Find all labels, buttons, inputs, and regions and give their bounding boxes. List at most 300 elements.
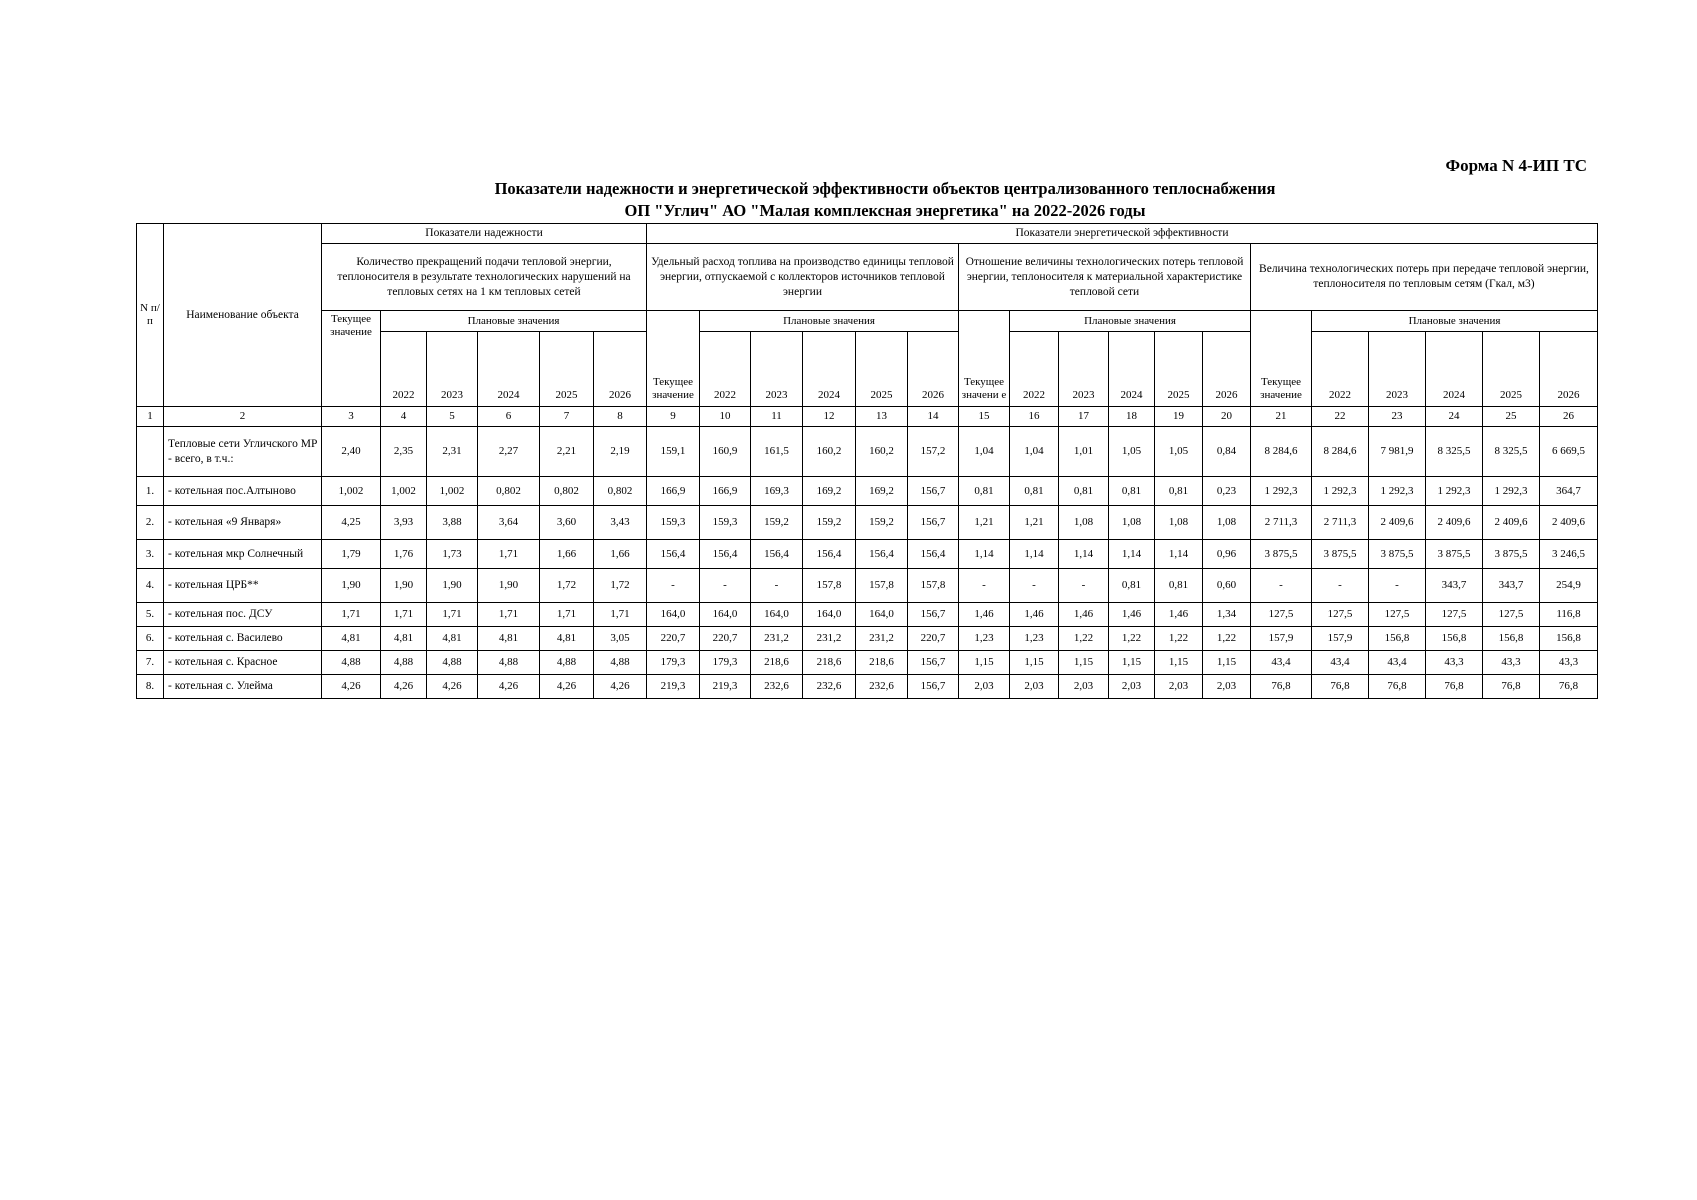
column-number: 2 — [164, 407, 322, 427]
object-name: - котельная пос. ДСУ — [164, 603, 322, 627]
value-cell: 43,4 — [1251, 651, 1312, 675]
value-cell: 116,8 — [1540, 603, 1598, 627]
value-cell: 1,14 — [1059, 540, 1109, 569]
column-number: 25 — [1483, 407, 1540, 427]
group-2-title: Удельный расход топлива на производство единицы тепловой энергии, отпускаемой с коллекторов источников тепловой энергии — [647, 244, 959, 311]
table-header — [137, 224, 1598, 427]
column-number: 20 — [1203, 407, 1251, 427]
value-cell: 343,7 — [1426, 569, 1483, 603]
value-cell: 1,002 — [322, 477, 381, 506]
value-cell: 1,76 — [381, 540, 427, 569]
value-cell: 231,2 — [803, 627, 856, 651]
year-header: 2023 — [1369, 332, 1426, 407]
group-3-title: Отношение величины технологических потерь тепловой энергии, теплоносителя к материальной характеристике тепловой сети — [959, 244, 1251, 311]
year-header: 2026 — [594, 332, 647, 407]
value-cell: 1,08 — [1059, 506, 1109, 540]
table-row — [137, 427, 1598, 477]
value-cell: 169,2 — [856, 477, 908, 506]
column-number: 12 — [803, 407, 856, 427]
value-cell: 0,802 — [594, 477, 647, 506]
value-cell: - — [700, 569, 751, 603]
value-cell: 4,26 — [322, 675, 381, 699]
column-number: 3 — [322, 407, 381, 427]
value-cell: 2 409,6 — [1426, 506, 1483, 540]
column-number: 5 — [427, 407, 478, 427]
object-name: - котельная ЦРБ** — [164, 569, 322, 603]
value-cell: 1,21 — [1010, 506, 1059, 540]
value-cell: 2,21 — [540, 427, 594, 477]
table-row — [137, 603, 1598, 627]
value-cell: 159,3 — [700, 506, 751, 540]
value-cell: 3,43 — [594, 506, 647, 540]
value-cell: 0,23 — [1203, 477, 1251, 506]
value-cell: 3 875,5 — [1369, 540, 1426, 569]
value-cell: - — [751, 569, 803, 603]
row-number — [137, 427, 164, 477]
year-header: 2024 — [1109, 332, 1155, 407]
value-cell: 1,15 — [1155, 651, 1203, 675]
value-cell: 2 409,6 — [1540, 506, 1598, 540]
value-cell: 169,2 — [803, 477, 856, 506]
value-cell: 1,72 — [540, 569, 594, 603]
value-cell: 1,15 — [1059, 651, 1109, 675]
value-cell: 3 875,5 — [1251, 540, 1312, 569]
value-cell: 179,3 — [647, 651, 700, 675]
year-header: 2025 — [1155, 332, 1203, 407]
value-cell: 127,5 — [1483, 603, 1540, 627]
value-cell: 76,8 — [1369, 675, 1426, 699]
value-cell: 127,5 — [1369, 603, 1426, 627]
value-cell: 1,22 — [1155, 627, 1203, 651]
value-cell: 4,81 — [427, 627, 478, 651]
year-header: 2022 — [700, 332, 751, 407]
column-number: 21 — [1251, 407, 1312, 427]
value-cell: 2 409,6 — [1369, 506, 1426, 540]
value-cell: 76,8 — [1540, 675, 1598, 699]
value-cell: - — [647, 569, 700, 603]
value-cell: 156,8 — [1540, 627, 1598, 651]
value-cell: 6 669,5 — [1540, 427, 1598, 477]
value-cell: 169,3 — [751, 477, 803, 506]
column-number: 23 — [1369, 407, 1426, 427]
value-cell: 1,71 — [478, 603, 540, 627]
value-cell: 8 284,6 — [1251, 427, 1312, 477]
value-cell: 4,26 — [381, 675, 427, 699]
group-1-title: Количество прекращений подачи тепловой энергии, теплоносителя в результате технологических нарушений на тепловых сетях на 1 км тепловых сетей — [322, 244, 647, 311]
value-cell: 1,71 — [381, 603, 427, 627]
value-cell: 156,7 — [908, 651, 959, 675]
value-cell: 7 981,9 — [1369, 427, 1426, 477]
group-2-current: Текущее значение — [647, 311, 700, 407]
value-cell: 2,03 — [1203, 675, 1251, 699]
value-cell: 1,71 — [594, 603, 647, 627]
year-header: 2022 — [1010, 332, 1059, 407]
value-cell: 1,34 — [1203, 603, 1251, 627]
value-cell: 1,90 — [427, 569, 478, 603]
object-name: - котельная «9 Января» — [164, 506, 322, 540]
value-cell: - — [1059, 569, 1109, 603]
year-header: 2024 — [803, 332, 856, 407]
value-cell: 0,81 — [1059, 477, 1109, 506]
value-cell: 166,9 — [700, 477, 751, 506]
value-cell: 232,6 — [803, 675, 856, 699]
value-cell: 156,4 — [647, 540, 700, 569]
header-reliability: Показатели надежности — [322, 224, 647, 244]
value-cell: 0,81 — [1109, 569, 1155, 603]
value-cell: 159,1 — [647, 427, 700, 477]
year-header: 2025 — [1483, 332, 1540, 407]
value-cell: 156,4 — [908, 540, 959, 569]
value-cell: 0,84 — [1203, 427, 1251, 477]
year-header: 2025 — [540, 332, 594, 407]
value-cell: 0,802 — [540, 477, 594, 506]
table-row — [137, 675, 1598, 699]
table-body — [137, 427, 1598, 699]
value-cell: 231,2 — [856, 627, 908, 651]
value-cell: 3,93 — [381, 506, 427, 540]
value-cell: 232,6 — [751, 675, 803, 699]
object-name: - котельная с. Красное — [164, 651, 322, 675]
column-number: 24 — [1426, 407, 1483, 427]
value-cell: 1,71 — [322, 603, 381, 627]
value-cell: 4,88 — [478, 651, 540, 675]
row-number: 3. — [137, 540, 164, 569]
value-cell: 164,0 — [803, 603, 856, 627]
value-cell: 0,96 — [1203, 540, 1251, 569]
value-cell: 76,8 — [1483, 675, 1540, 699]
value-cell: 156,8 — [1426, 627, 1483, 651]
value-cell: 219,3 — [647, 675, 700, 699]
value-cell: 1,002 — [381, 477, 427, 506]
value-cell: 2 711,3 — [1312, 506, 1369, 540]
value-cell: 156,4 — [751, 540, 803, 569]
column-number: 13 — [856, 407, 908, 427]
row-number: 7. — [137, 651, 164, 675]
indicators-table — [136, 223, 1598, 699]
value-cell: 218,6 — [751, 651, 803, 675]
row-number: 2. — [137, 506, 164, 540]
value-cell: 1,90 — [478, 569, 540, 603]
value-cell: 0,802 — [478, 477, 540, 506]
value-cell: 1,22 — [1059, 627, 1109, 651]
group-3-planned: Плановые значения — [1010, 311, 1251, 332]
column-number: 14 — [908, 407, 959, 427]
value-cell: 1,04 — [959, 427, 1010, 477]
value-cell: 1,90 — [381, 569, 427, 603]
value-cell: 1,46 — [1109, 603, 1155, 627]
value-cell: 1,15 — [1203, 651, 1251, 675]
column-number: 11 — [751, 407, 803, 427]
value-cell: 1,14 — [1010, 540, 1059, 569]
value-cell: 232,6 — [856, 675, 908, 699]
year-header: 2023 — [751, 332, 803, 407]
value-cell: 4,26 — [594, 675, 647, 699]
value-cell: 0,81 — [1109, 477, 1155, 506]
value-cell: 43,3 — [1540, 651, 1598, 675]
value-cell: 1 292,3 — [1483, 477, 1540, 506]
value-cell: 343,7 — [1483, 569, 1540, 603]
header-efficiency: Показатели энергетической эффективности — [647, 224, 1598, 244]
value-cell: 164,0 — [751, 603, 803, 627]
year-header: 2022 — [381, 332, 427, 407]
group-4-title: Величина технологических потерь при передаче тепловой энергии, теплоносителя по тепловым сетям (Гкал, м3) — [1251, 244, 1598, 311]
value-cell: 0,81 — [1155, 477, 1203, 506]
value-cell: 1,79 — [322, 540, 381, 569]
value-cell: 43,3 — [1426, 651, 1483, 675]
table-row — [137, 540, 1598, 569]
value-cell: 8 325,5 — [1426, 427, 1483, 477]
value-cell: 157,8 — [908, 569, 959, 603]
table-row — [137, 477, 1598, 506]
header-n: N п/п — [137, 224, 164, 407]
value-cell: 2,40 — [322, 427, 381, 477]
column-number: 26 — [1540, 407, 1598, 427]
value-cell: 1,46 — [1059, 603, 1109, 627]
year-header: 2024 — [478, 332, 540, 407]
value-cell: 1,14 — [1155, 540, 1203, 569]
value-cell: 4,26 — [427, 675, 478, 699]
column-numbers-row — [137, 407, 1598, 427]
column-number: 19 — [1155, 407, 1203, 427]
value-cell: 2,03 — [1059, 675, 1109, 699]
value-cell: 220,7 — [647, 627, 700, 651]
value-cell: 1,15 — [1010, 651, 1059, 675]
object-name: - котельная с. Улейма — [164, 675, 322, 699]
value-cell: 156,8 — [1483, 627, 1540, 651]
value-cell: 3 875,5 — [1483, 540, 1540, 569]
value-cell: 164,0 — [856, 603, 908, 627]
value-cell: 2,03 — [1155, 675, 1203, 699]
value-cell: - — [1312, 569, 1369, 603]
value-cell: 1,46 — [1155, 603, 1203, 627]
value-cell: 43,4 — [1369, 651, 1426, 675]
value-cell: 127,5 — [1312, 603, 1369, 627]
value-cell: 1,08 — [1109, 506, 1155, 540]
value-cell: - — [1251, 569, 1312, 603]
row-number: 5. — [137, 603, 164, 627]
value-cell: 2,31 — [427, 427, 478, 477]
row-number: 4. — [137, 569, 164, 603]
value-cell: 1,72 — [594, 569, 647, 603]
value-cell: 4,81 — [478, 627, 540, 651]
value-cell: 156,7 — [908, 506, 959, 540]
value-cell: 1,15 — [959, 651, 1010, 675]
value-cell: 1,01 — [1059, 427, 1109, 477]
value-cell: 1,14 — [1109, 540, 1155, 569]
year-header: 2026 — [1203, 332, 1251, 407]
value-cell: - — [1010, 569, 1059, 603]
value-cell: 1,73 — [427, 540, 478, 569]
column-number: 4 — [381, 407, 427, 427]
page-title: Показатели надежности и энергетической эффективности объектов централизованного теплоснабжения — [494, 179, 1276, 198]
value-cell: 219,3 — [700, 675, 751, 699]
value-cell: 2,03 — [959, 675, 1010, 699]
value-cell: 1 292,3 — [1369, 477, 1426, 506]
column-number: 8 — [594, 407, 647, 427]
value-cell: - — [1369, 569, 1426, 603]
value-cell: 1,71 — [478, 540, 540, 569]
value-cell: 4,88 — [322, 651, 381, 675]
row-number: 8. — [137, 675, 164, 699]
year-header: 2022 — [1312, 332, 1369, 407]
value-cell: 1,05 — [1109, 427, 1155, 477]
value-cell: - — [959, 569, 1010, 603]
value-cell: 156,7 — [908, 675, 959, 699]
group-2-planned: Плановые значения — [700, 311, 959, 332]
value-cell: 0,60 — [1203, 569, 1251, 603]
value-cell: 220,7 — [908, 627, 959, 651]
group-3-current: Текущее значени е — [959, 311, 1010, 407]
group-1-current: Текущее значение — [322, 311, 381, 407]
value-cell: 127,5 — [1251, 603, 1312, 627]
value-cell: 156,4 — [856, 540, 908, 569]
year-header: 2026 — [1540, 332, 1598, 407]
column-number: 17 — [1059, 407, 1109, 427]
page-subtitle: ОП "Углич" АО "Малая комплексная энергетика" на 2022-2026 годы — [624, 201, 1146, 220]
value-cell: 3,64 — [478, 506, 540, 540]
value-cell: 4,88 — [540, 651, 594, 675]
column-number: 10 — [700, 407, 751, 427]
value-cell: 4,26 — [478, 675, 540, 699]
value-cell: 1,66 — [540, 540, 594, 569]
value-cell: 2,35 — [381, 427, 427, 477]
value-cell: 4,88 — [427, 651, 478, 675]
value-cell: 231,2 — [751, 627, 803, 651]
value-cell: 160,2 — [856, 427, 908, 477]
value-cell: 160,9 — [700, 427, 751, 477]
year-header: 2026 — [908, 332, 959, 407]
value-cell: 220,7 — [700, 627, 751, 651]
year-header: 2023 — [1059, 332, 1109, 407]
column-number: 16 — [1010, 407, 1059, 427]
value-cell: 127,5 — [1426, 603, 1483, 627]
value-cell: 1,22 — [1203, 627, 1251, 651]
value-cell: 1,15 — [1109, 651, 1155, 675]
value-cell: 364,7 — [1540, 477, 1598, 506]
value-cell: 3,88 — [427, 506, 478, 540]
value-cell: 1,23 — [959, 627, 1010, 651]
value-cell: 1,04 — [1010, 427, 1059, 477]
value-cell: 1,05 — [1155, 427, 1203, 477]
value-cell: 4,88 — [594, 651, 647, 675]
value-cell: 159,2 — [803, 506, 856, 540]
value-cell: 1 292,3 — [1251, 477, 1312, 506]
value-cell: 1,71 — [540, 603, 594, 627]
value-cell: 4,81 — [322, 627, 381, 651]
value-cell: 1,71 — [427, 603, 478, 627]
value-cell: 0,81 — [1155, 569, 1203, 603]
value-cell: 156,4 — [700, 540, 751, 569]
object-name: - котельная с. Василево — [164, 627, 322, 651]
value-cell: 1,21 — [959, 506, 1010, 540]
value-cell: 3,05 — [594, 627, 647, 651]
value-cell: 1,14 — [959, 540, 1010, 569]
year-header: 2023 — [427, 332, 478, 407]
value-cell: 1,08 — [1203, 506, 1251, 540]
value-cell: 0,81 — [1010, 477, 1059, 506]
value-cell: 164,0 — [700, 603, 751, 627]
column-number: 9 — [647, 407, 700, 427]
value-cell: 43,3 — [1483, 651, 1540, 675]
value-cell: 2 711,3 — [1251, 506, 1312, 540]
value-cell: 164,0 — [647, 603, 700, 627]
value-cell: 157,8 — [803, 569, 856, 603]
table-row — [137, 569, 1598, 603]
value-cell: 160,2 — [803, 427, 856, 477]
form-label: Форма N 4-ИП ТС — [1445, 156, 1587, 175]
row-number: 1. — [137, 477, 164, 506]
value-cell: 1,90 — [322, 569, 381, 603]
value-cell: 159,3 — [647, 506, 700, 540]
value-cell: 1,002 — [427, 477, 478, 506]
value-cell: 4,81 — [381, 627, 427, 651]
year-header: 2024 — [1426, 332, 1483, 407]
year-header: 2025 — [856, 332, 908, 407]
object-name: - котельная мкр Солнечный — [164, 540, 322, 569]
value-cell: 76,8 — [1251, 675, 1312, 699]
object-name: Тепловые сети Угличского МР - всего, в т.ч.: — [164, 427, 322, 477]
value-cell: 159,2 — [751, 506, 803, 540]
value-cell: 2,27 — [478, 427, 540, 477]
value-cell: 1,66 — [594, 540, 647, 569]
value-cell: 4,25 — [322, 506, 381, 540]
value-cell: 156,4 — [803, 540, 856, 569]
value-cell: 254,9 — [1540, 569, 1598, 603]
value-cell: 0,81 — [959, 477, 1010, 506]
value-cell: 8 284,6 — [1312, 427, 1369, 477]
value-cell: 3,60 — [540, 506, 594, 540]
value-cell: 157,2 — [908, 427, 959, 477]
value-cell: 166,9 — [647, 477, 700, 506]
value-cell: 4,26 — [540, 675, 594, 699]
value-cell: 218,6 — [803, 651, 856, 675]
value-cell: 1,46 — [1010, 603, 1059, 627]
table-row — [137, 627, 1598, 651]
value-cell: 2,03 — [1010, 675, 1059, 699]
value-cell: 2 409,6 — [1483, 506, 1540, 540]
table-row — [137, 651, 1598, 675]
value-cell: 2,03 — [1109, 675, 1155, 699]
value-cell: 1 292,3 — [1426, 477, 1483, 506]
column-number: 22 — [1312, 407, 1369, 427]
column-number: 7 — [540, 407, 594, 427]
value-cell: 156,8 — [1369, 627, 1426, 651]
value-cell: 4,81 — [540, 627, 594, 651]
value-cell: 1,46 — [959, 603, 1010, 627]
value-cell: 3 875,5 — [1426, 540, 1483, 569]
value-cell: 76,8 — [1426, 675, 1483, 699]
value-cell: 3 875,5 — [1312, 540, 1369, 569]
value-cell: 2,19 — [594, 427, 647, 477]
column-number: 15 — [959, 407, 1010, 427]
group-1-planned: Плановые значения — [381, 311, 647, 332]
value-cell: 43,4 — [1312, 651, 1369, 675]
value-cell: 1 292,3 — [1312, 477, 1369, 506]
column-number: 1 — [137, 407, 164, 427]
value-cell: 218,6 — [856, 651, 908, 675]
value-cell: 161,5 — [751, 427, 803, 477]
value-cell: 4,88 — [381, 651, 427, 675]
value-cell: 1,22 — [1109, 627, 1155, 651]
value-cell: 1,23 — [1010, 627, 1059, 651]
object-name: - котельная пос.Алтыново — [164, 477, 322, 506]
group-4-planned: Плановые значения — [1312, 311, 1598, 332]
value-cell: 179,3 — [700, 651, 751, 675]
value-cell: 157,9 — [1251, 627, 1312, 651]
group-4-current: Текущее значение — [1251, 311, 1312, 407]
column-number: 18 — [1109, 407, 1155, 427]
header-name: Наименование объекта — [164, 224, 322, 407]
